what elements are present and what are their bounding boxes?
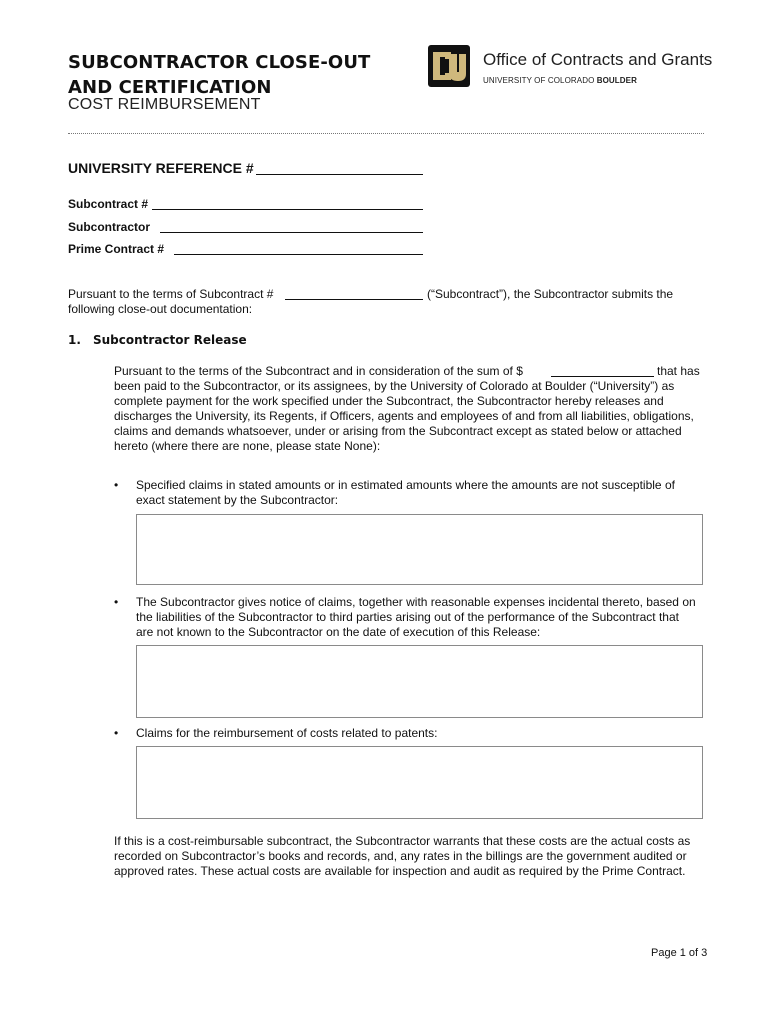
prime-contract-field[interactable]: [174, 254, 423, 255]
bullet-3-marker: •: [114, 726, 119, 740]
bullet-1-input-box[interactable]: [136, 514, 703, 585]
university-name: [483, 76, 637, 85]
release-paragraph: been paid to the Subcontractor, or its assignees, by the University of Colorado at Boulder (“University”) as complete payment for the work specified under the Subcontract, the Subcontractor hereby releases and discharges the University, its Regents, if Officers, agents and employees of and from all liabilities, obligations, claims and demands whatsoever, under or arising from the Subcontract except as stated below or attached hereto (where there are none, please state None):: [114, 379, 694, 453]
release-amount-field[interactable]: [551, 376, 654, 377]
release-line1-start: Pursuant to the terms of the Subcontract and in consideration of the sum of $: [114, 364, 523, 378]
subcontract-field[interactable]: [152, 209, 423, 210]
warranty-paragraph: If this is a cost-reimbursable subcontract, the Subcontractor warrants that these costs are the actual costs as recorded on Subcontractor’s books and records, and, any rates in the billings are the government audited or approved rates. These actual costs are available for inspection and audit as required by the Prime Contract.: [114, 834, 691, 878]
bullet-2-input-box[interactable]: [136, 645, 703, 718]
intro-line2: following close-out documentation:: [68, 302, 253, 316]
university-campus: BOULDER: [596, 76, 637, 85]
intro-subcontract-field[interactable]: [285, 299, 423, 300]
office-name: Office of Contracts and Grants: [483, 50, 713, 69]
cu-logo-svg: [427, 44, 471, 88]
bullet-3-input-box[interactable]: [136, 746, 703, 819]
subcontractor-label: Subcontractor: [68, 220, 151, 234]
bullet-2-marker: •: [114, 595, 119, 609]
release-line1-end: that has: [657, 364, 700, 378]
intro-line1-end: (“Subcontract”), the Subcontractor submits the: [427, 287, 674, 301]
bullet-1-marker: •: [114, 478, 119, 492]
page-number: Page 1 of 3: [651, 947, 708, 959]
prime-contract-label: Prime Contract #: [68, 242, 165, 256]
intro-line1-start: Pursuant to the terms of Subcontract #: [68, 287, 274, 301]
university-reference-label: UNIVERSITY REFERENCE #: [68, 160, 254, 176]
header-divider: [68, 133, 704, 134]
subcontract-label: Subcontract #: [68, 197, 149, 211]
subcontractor-field[interactable]: [160, 232, 423, 233]
document-subtitle: COST REIMBURSEMENT: [68, 96, 261, 113]
section-1-heading: [68, 333, 247, 347]
document-title-line2: AND CERTIFICATION: [68, 77, 272, 98]
bullet-1-text: Specified claims in stated amounts or in estimated amounts where the amounts are not susceptible of exact statement by the Subcontractor:: [136, 478, 675, 507]
bullet-2-text: The Subcontractor gives notice of claims, together with reasonable expenses incidental thereto, based on the liabilities of the Subcontractor to third parties arising out of the performance of the Subcontract that are not known to the Subcontractor on the date of execution of this Release:: [136, 595, 696, 639]
cu-logo-icon: [427, 44, 471, 88]
university-reference-field[interactable]: [256, 174, 423, 175]
bullet-3-text: Claims for the reimbursement of costs related to patents:: [136, 726, 438, 740]
university-prefix: UNIVERSITY OF COLORADO: [483, 76, 597, 85]
document-title-line1: SUBCONTRACTOR CLOSE-OUT: [68, 52, 371, 73]
section-1-number: 1.: [68, 333, 81, 347]
section-1-title: Subcontractor Release: [93, 333, 247, 347]
